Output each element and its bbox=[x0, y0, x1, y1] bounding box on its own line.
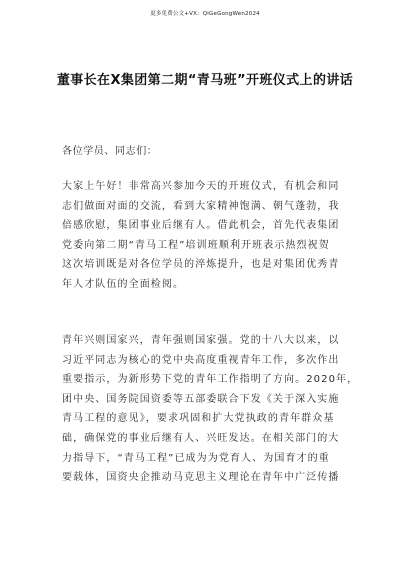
paragraph-line: 倍感欣慰，集团事业后继有人。借此机会，首先代表集团 bbox=[62, 220, 340, 232]
document-title: 董事长在X集团第二期“青马班”开班仪式上的讲话 bbox=[56, 73, 354, 88]
paragraph-line: 年人才队伍的全面检阅。 bbox=[62, 278, 185, 290]
paragraph-line: 力指导下，“青马工程”已成为为党育人、为国育才的重 bbox=[62, 452, 330, 464]
paragraph-line: 志们做面对面的交流，看到大家精神饱满、朝气蓬勃，我 bbox=[62, 200, 340, 212]
paragraph-line: 重要指示，为新形势下党的青年工作指明了方向。2020年， bbox=[62, 374, 359, 386]
paragraph-line: 这次培训既是对各位学员的淬炼提升，也是对集团优秀青 bbox=[62, 259, 340, 271]
paragraph-line: 习近平同志为核心的党中央高度重视青年工作，多次作出 bbox=[62, 354, 340, 366]
paragraph-line: 础，确保党的事业后继有人、兴旺发达。在相关部门的大 bbox=[62, 432, 340, 444]
header-note: 更多免费公文+VX：QiGeGongWen2024 bbox=[150, 11, 260, 17]
paragraph-line: 青年兴则国家兴，青年强则国家强。党的十八大以来，以 bbox=[62, 335, 340, 346]
paragraph-line: 党委向第二期“青马工程”培训班顺利开班表示热烈祝贺 bbox=[62, 239, 330, 251]
paragraph-1 bbox=[62, 177, 362, 295]
salutation: 各位学员、同志们： bbox=[62, 146, 158, 157]
paragraph-line: 大家上午好！非常高兴参加今天的开班仪式，有机会和同 bbox=[62, 181, 340, 192]
paragraph-line: 团中央、国务院国资委等五部委联合下发《关于深入实施 bbox=[62, 393, 340, 405]
paragraph-2 bbox=[62, 331, 362, 488]
paragraph-line: 青马工程的意见》，要求巩固和扩大党执政的青年群众基 bbox=[62, 413, 335, 425]
paragraph-line: 要载体，国资央企推动马克思主义理论在青年中广泛传播 bbox=[62, 472, 340, 484]
